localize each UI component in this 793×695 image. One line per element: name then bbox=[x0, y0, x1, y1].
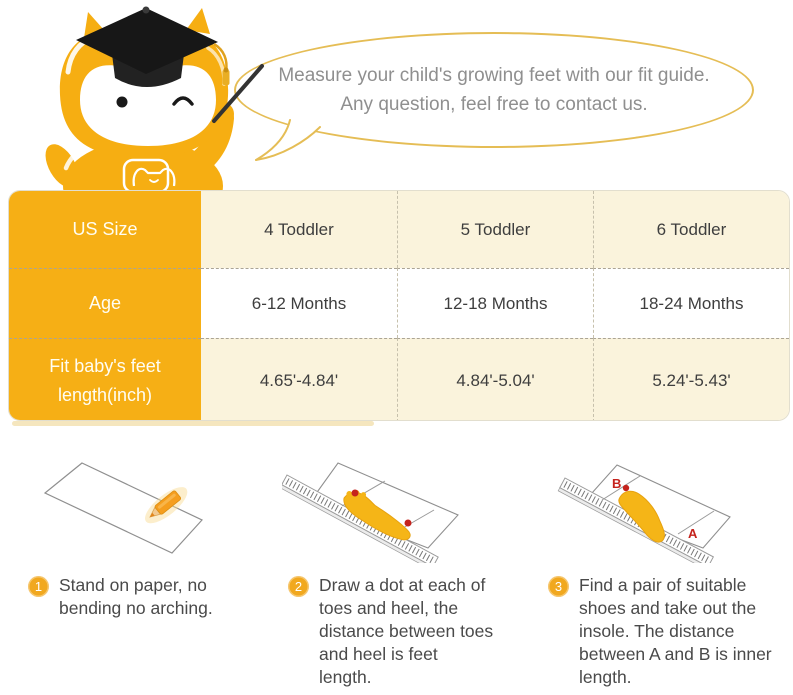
us-size-col1: 4 Toddler bbox=[201, 191, 397, 268]
row-header-age: Age bbox=[9, 268, 201, 338]
paper-pencil-illustration bbox=[20, 448, 260, 563]
mascot-graduate-illustration bbox=[38, 0, 268, 192]
step-2 bbox=[288, 574, 494, 689]
step-1 bbox=[28, 574, 259, 620]
step-2-badge: 2 bbox=[288, 576, 309, 597]
length-col3: 5.24'-5.43' bbox=[593, 338, 789, 421]
size-table bbox=[8, 190, 790, 421]
speech-bubble-text: Measure your child's growing feet with our fit guide. Any question, feel free to contact us. bbox=[278, 64, 710, 115]
table-shadow bbox=[12, 421, 374, 426]
left-eye bbox=[117, 97, 128, 108]
age-col1: 6-12 Months bbox=[201, 268, 397, 338]
step-3-text: Find a pair of suitable shoes and take out the insole. The distance between A and B is inner length. bbox=[579, 575, 772, 688]
age-col3: 18-24 Months bbox=[593, 268, 789, 338]
label-b: B bbox=[612, 476, 622, 491]
length-col2: 4.84'-5.04' bbox=[397, 338, 593, 421]
toe-dot bbox=[352, 490, 359, 497]
row-header-us-size: US Size bbox=[9, 191, 201, 268]
label-a: A bbox=[688, 526, 698, 541]
row-header-feet-length: Fit baby's feet length(inch) bbox=[9, 338, 201, 421]
foot-measure-illustration bbox=[282, 448, 522, 563]
us-size-col3: 6 Toddler bbox=[593, 191, 789, 268]
age-col2: 12-18 Months bbox=[397, 268, 593, 338]
step-3 bbox=[548, 574, 791, 689]
insole-measure-illustration bbox=[542, 448, 782, 563]
step-2-text: Draw a dot at each of toes and heel, the distance between toes and heel is feet length. bbox=[319, 575, 494, 688]
heel-dot bbox=[405, 520, 412, 527]
step-3-badge: 3 bbox=[548, 576, 569, 597]
us-size-col2: 5 Toddler bbox=[397, 191, 593, 268]
step-1-text: Stand on paper, no bending no arching. bbox=[59, 575, 213, 619]
point-b-dot bbox=[623, 485, 629, 491]
length-col1: 4.65'-4.84' bbox=[201, 338, 397, 421]
step-1-badge: 1 bbox=[28, 576, 49, 597]
